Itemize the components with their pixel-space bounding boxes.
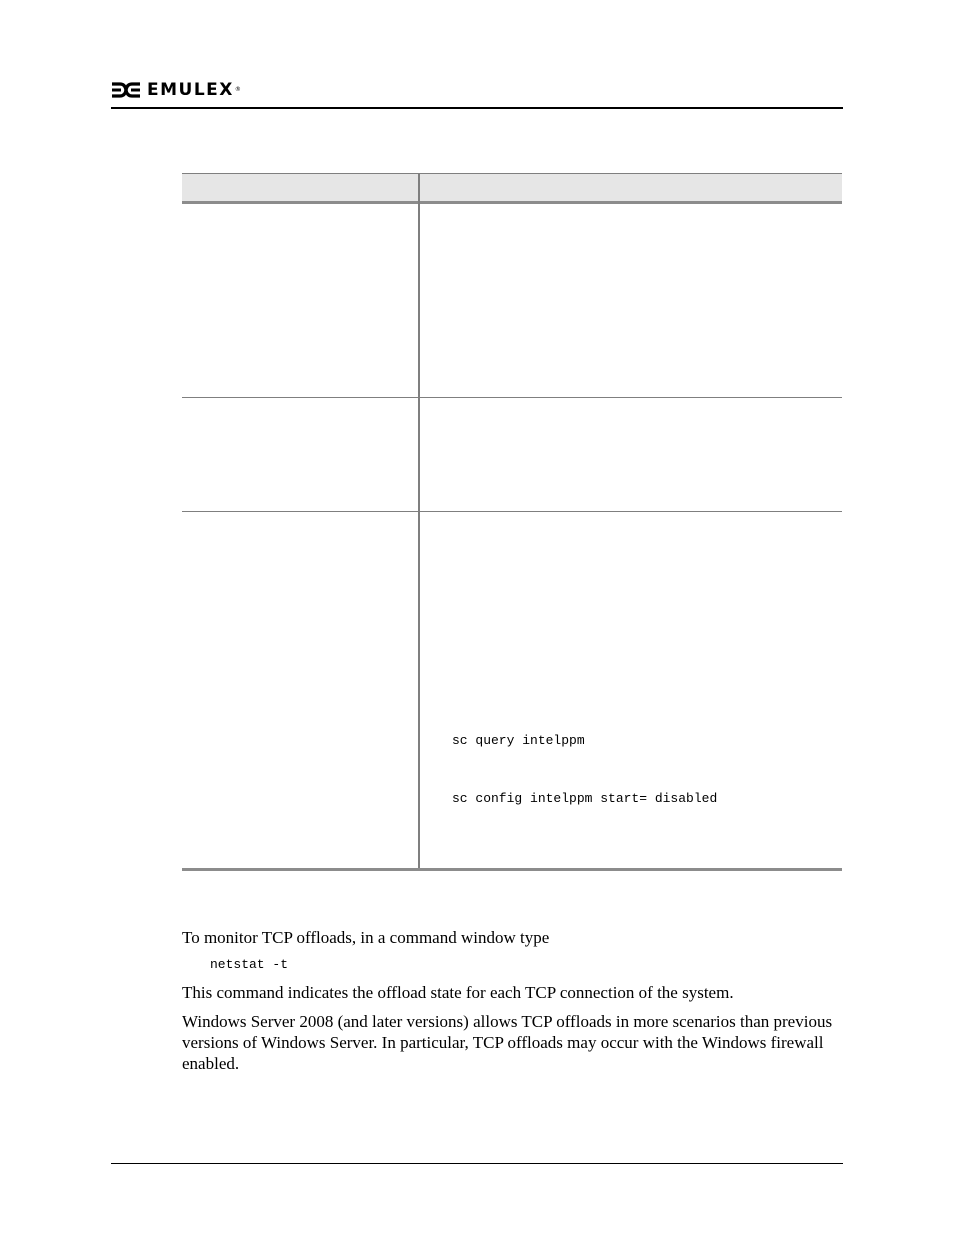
table-column-divider [418,173,420,869]
paragraph-offload-state: This command indicates the offload state for each TCP connection of the system. [182,983,734,1002]
netstat-command: netstat -t [210,957,289,972]
footer-rule [111,1163,843,1164]
emulex-logo-icon [111,82,141,98]
code-sc-query: sc query intelppm [452,733,585,748]
tuning-table [182,173,842,871]
logo-wordmark: EMULEX [147,80,234,100]
table-row-separator [182,397,842,398]
paragraph-windows-server: Windows Server 2008 (and later versions) allows TCP offloads in more scenarios than previous versions of Windows Server. In particular, TCP offloads may occur with the Windows firewall enabled. [182,1012,833,1073]
intro-text: To monitor TCP offloads, in a command window type [182,928,550,947]
code-sc-config: sc config intelppm start= disabled [452,791,718,806]
header-rule [111,107,843,109]
emulex-logo [111,81,241,99]
table-row-separator [182,511,842,512]
table-bottom-rule [182,868,842,871]
table-header-row [182,173,842,204]
registered-mark: ® [234,86,241,93]
